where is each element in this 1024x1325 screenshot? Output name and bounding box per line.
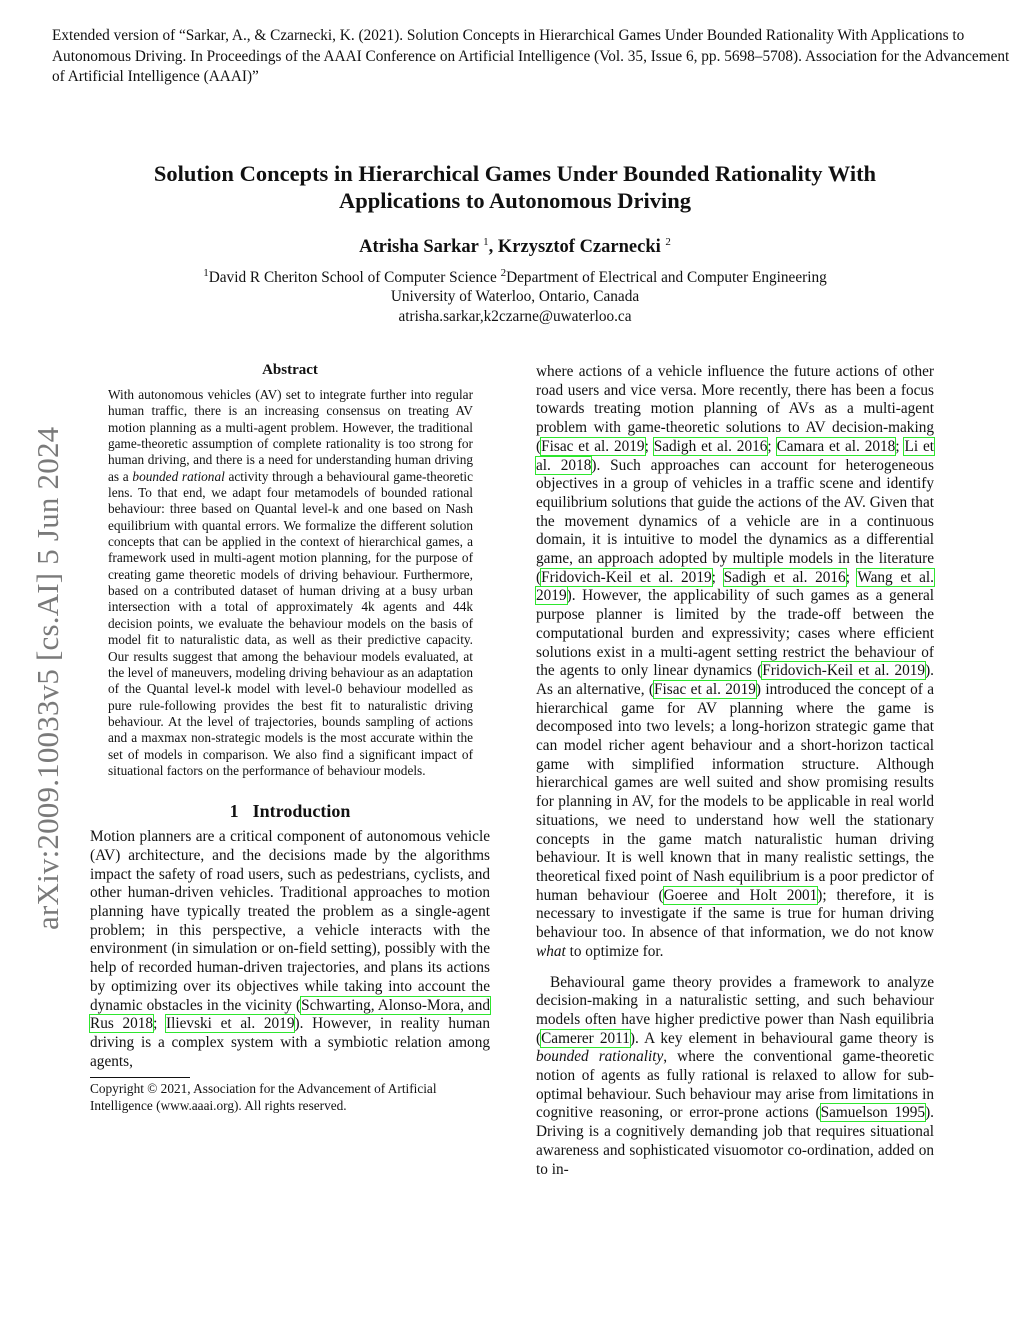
author-email: atrisha.sarkar,k2czarne@uwaterloo.ca [398, 307, 632, 325]
abstract-emphasis: bounded rational [132, 468, 225, 484]
citation-link[interactable]: Fridovich-Keil et al. 2019 [762, 662, 926, 680]
left-column [90, 362, 490, 1114]
footnote-rule [90, 1077, 190, 1078]
affiliation-2: Department of Electrical and Computer Engineering [506, 269, 827, 287]
citation-link[interactable]: Sadigh et al. 2016 [723, 568, 846, 586]
affil-mark: 2 [500, 267, 507, 279]
citation-link[interactable]: Camara et al. 2018 [776, 437, 896, 455]
citation-link[interactable]: Fridovich-Keil et al. 2019 [541, 568, 712, 586]
section-heading-introduction: 1 Introduction [229, 801, 351, 822]
citation-link[interactable]: Ilievski et al. 2019 [166, 1015, 295, 1033]
citation-link[interactable]: Samuelson 1995 [820, 1104, 926, 1122]
citation-link[interactable]: Sadigh et al. 2016 [653, 437, 768, 455]
author-name: Atrisha Sarkar [359, 237, 484, 258]
citation-link[interactable]: Li et al. 2018 [536, 437, 934, 474]
affiliations [100, 264, 930, 326]
header-note: Extended version of “Sarkar, A., & Czarnecki, K. (2021). Solution Concepts in Hierarchical Games Under Bounded Rationality With Applications to Autonomous Driving. In Proceedings of the AAAI Conference on Artificial Intelligence (Vol. 35, Issue 6, pp. 5698–5708). Association for the Advancement of Artificial Intelligence (AAAI)” [52, 27, 1010, 85]
author-name: , Krzysztof Czarnecki [488, 237, 666, 258]
right-column [536, 363, 934, 1179]
emphasis: bounded rationality [536, 1048, 664, 1066]
citation-link[interactable]: Schwarting, Alonso-Mora, and Rus 2018 [90, 996, 491, 1033]
emphasis: what [536, 942, 566, 960]
paper-title: Solution Concepts in Hierarchical Games Under Bounded Rationality With Applications to Autonomous Driving [153, 161, 877, 213]
author-affil-mark: 1 [483, 236, 489, 248]
copyright-footnote: Copyright © 2021, Association for the Advancement of Artificial Intelligence (www.aaai.org). All rights reserved. [90, 1081, 437, 1113]
citation-link[interactable]: Goeree and Holt 2001 [663, 886, 818, 904]
affiliation-university: University of Waterloo, Ontario, Canada [390, 288, 640, 306]
affil-mark: 1 [203, 267, 209, 279]
arxiv-stamp: arXiv:2009.10033v5 [cs.AI] 5 Jun 2024 [30, 426, 65, 930]
intro-paragraph: Motion planners are a critical component of autonomous vehicle (AV) architecture, and the decisions made by the algorithms impact the safety of road users, such as pedestrians, cyclists, and other human-driven vehicles. Traditional approaches to motion planning have typically treated the problem as a single-agent problem; in this perspective, a vehicle interacts with the environment (in simulation or on-field setting), possibly with the help of recorded human-driven trajectories, and plans its actions by optimizing over its objectives while taking into account the dynamic obstacles in the vicinity (Schwarting, Alonso-Mora, and Rus 2018; Ilievski et al. 2019). However, in reality human driving is a complex system with a symbiotic relation among agents, [90, 828, 491, 1070]
citation-link[interactable]: Camerer 2011 [541, 1029, 630, 1047]
citation-link[interactable]: Fisac et al. 2019 [541, 437, 645, 455]
citation-link[interactable]: Fisac et al. 2019 [654, 680, 756, 698]
abstract-text: With autonomous vehicles (AV) set to integrate further into regular human traffic, there is an increasing consensus on treating AV motion planning as a multi-agent problem. However, the traditional game-theoretic assumption of complete rationality is too strong for human driving, and there is a need for understanding human driving as a bounded rational activity through a behavioural game-theoretic lens. To that end, we adapt four metamodels of bounded rational behaviour: three based on Quantal level-k and one based on Nash equilibrium with quantal errors. We formalize the different solution concepts that can be applied in the context of hierarchical games, a framework used in multi-agent motion planning, for the purpose of creating game theoretic models of driving behaviour. Furthermore, based on a contributed dataset of human driving at a busy urban intersection with a total of approximately 4k agents and 44k decision points, we evaluate the behaviour models on the basis of model fit to naturalistic data, as well as their predictive capacity. Our results suggest that among the behaviour models evaluated, at the level of maneuvers, modeling driving behaviour as an adaptation of the Quantal level-k model with level-0 behaviour modelled as pure rule-following provides the best fit to naturalistic driving behaviour. At the level of trajectories, bounds sampling of actions and a maxmax non-strategic models is the most accurate within the set of models in comparison. We also find a significant impact of situational factors on the performance of behaviour models. [108, 387, 473, 778]
behavioural-paragraph: Behavioural game theory provides a framework to analyze decision-making in a naturalistic setting, and such behaviour models often have higher predictive power than Nash equilibria (Camerer 2011). A key element in behavioural game theory is bounded rationality, where the conventional game-theoretic notion of agents as fully rational is relaxed to allow for sub-optimal behaviour. Such behaviour may arise from limitations in cognitive reasoning, or error-prone actions (Samuelson 1995). Driving is a cognitively demanding job that requires situational awareness and sophisticated visuomotor co-ordination, added on to in- [536, 973, 934, 1178]
citation-link[interactable]: Wang et al. 2019 [536, 568, 934, 605]
author-affil-mark: 2 [665, 236, 671, 248]
abstract-heading: Abstract [262, 362, 318, 378]
authors [100, 236, 930, 258]
intro-paragraph-continued: where actions of a vehicle influence the future actions of other road users and vice versa. More recently, there has been a focus towards treating motion planning of AVs as a multi-agent problem with game-theoretic solutions to AV decision-making (Fisac et al. 2019; Sadigh et al. 2016; Camara et al. 2018; Li et al. 2018). Such approaches can account for heterogeneous objectives in a group of vehicles in a traffic scene and identify equilibrium solutions that guide the actions of the AV. Given that the movement dynamics of a vehicle are in a continuous domain, it is intuitive to model the dynamics as a differential game, an approach adopted by multiple models in the literature (Fridovich-Keil et al. 2019; Sadigh et al. 2016; Wang et al. 2019). However, the applicability of such games as a general purpose planner is limited by the trade-off between the computational burden and expressivity; cases where efficient solutions exist in a multi-agent setting restrict the behaviour of the agents to only linear dynamics (Fridovich-Keil et al. 2019). As an alternative, (Fisac et al. 2019) introduced the concept of a hierarchical game for AV planning where the game is decomposed into two levels; a long-horizon strategic game that can model richer agent behaviour and a short-horizon tactical game with simplified information structure. Although hierarchical games are well suited and show promising results for planning in AV, for the models to be applicable in real world situations, we need to understand how well the stationary concepts in the game match naturalistic human driving behaviour. It is well known that in many realistic settings, the theoretical fixed point of Nash equilibrium is a poor predictor of human behaviour (Goeree and Holt 2001); therefore, it is necessary to investigate if the same is true for human driving behaviour too. In absence of that information, we do not know what to optimize for. [536, 363, 934, 960]
affiliation-1: David R Cheriton School of Computer Science [208, 269, 501, 287]
